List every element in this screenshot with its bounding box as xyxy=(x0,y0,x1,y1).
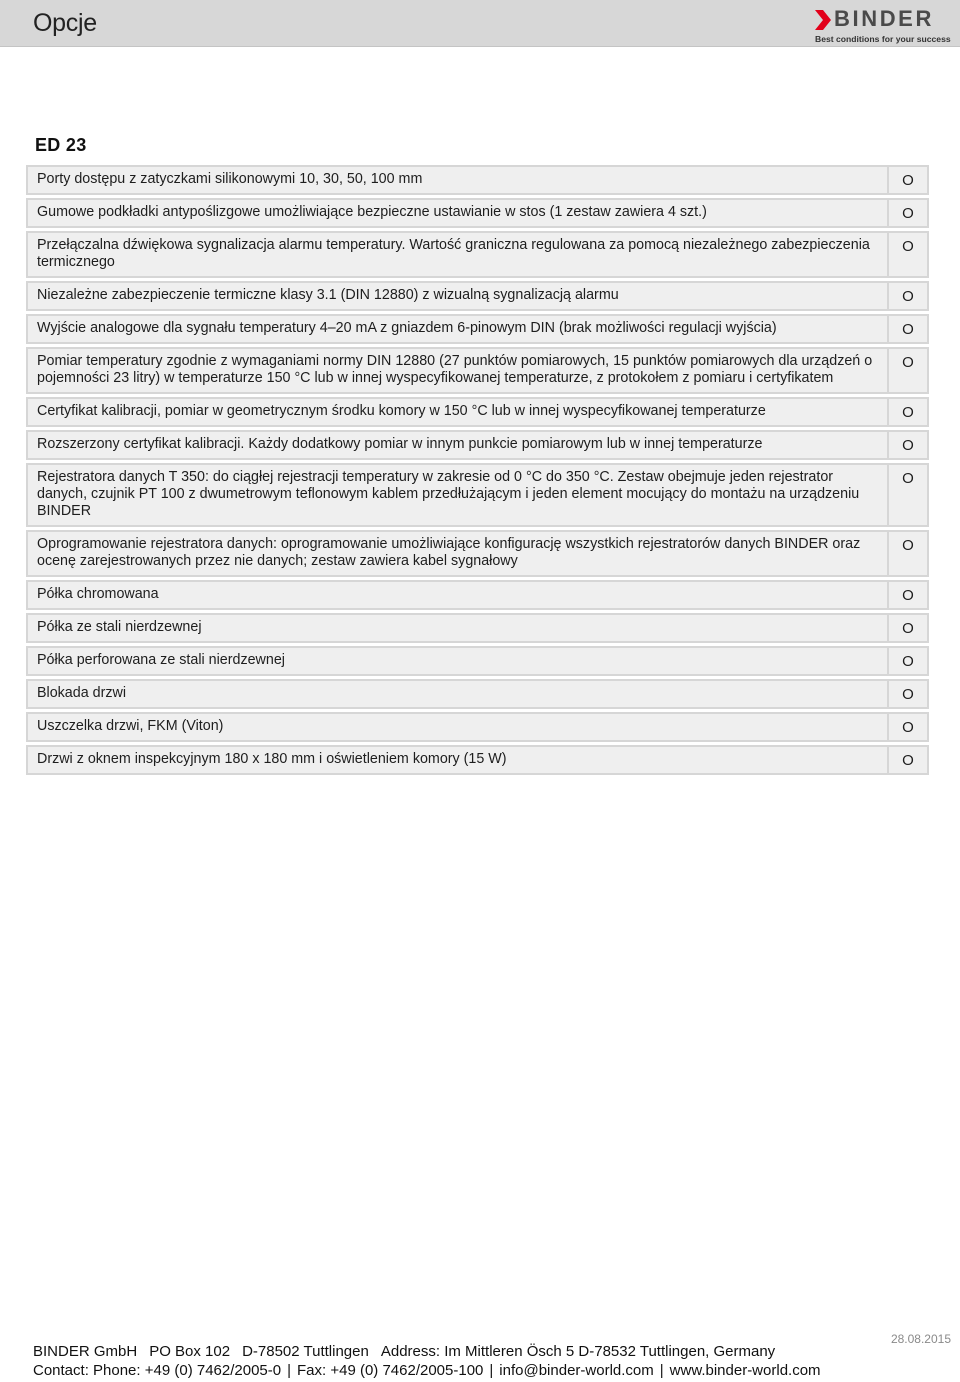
option-row xyxy=(26,314,929,344)
option-availability-mark: O xyxy=(887,580,929,610)
option-label: Uszczelka drzwi, FKM (Viton) xyxy=(26,712,887,742)
option-label: Gumowe podkładki antypoślizgowe umożliwiające bezpieczne ustawianie w stos (1 zestaw zawiera 4 szt.) xyxy=(26,198,887,228)
option-availability-mark: O xyxy=(887,745,929,775)
option-label: Oprogramowanie rejestratora danych: oprogramowanie umożliwiające konfigurację wszystkich rejestratorów danych BINDER oraz ocenę zarejestrowanych przez nie danych; zestaw zawiera kabel sygnałowy xyxy=(26,530,887,577)
option-availability-mark: O xyxy=(887,430,929,460)
option-row xyxy=(26,165,929,195)
option-availability-mark: O xyxy=(887,397,929,427)
option-availability-mark: O xyxy=(887,165,929,195)
option-availability-mark: O xyxy=(887,314,929,344)
logo-tagline: Best conditions for your success xyxy=(815,34,951,44)
option-label: Półka perforowana ze stali nierdzewnej xyxy=(26,646,887,676)
footer-website-link[interactable]: www.binder-world.com xyxy=(669,1362,821,1379)
option-row xyxy=(26,198,929,228)
options-table xyxy=(26,162,929,778)
footer-phone: Contact: Phone: +49 (0) 7462/2005-0 xyxy=(33,1362,282,1379)
option-availability-mark: O xyxy=(887,646,929,676)
option-row xyxy=(26,679,929,709)
option-row xyxy=(26,281,929,311)
option-availability-mark: O xyxy=(887,231,929,278)
option-row xyxy=(26,430,929,460)
option-row xyxy=(26,397,929,427)
option-availability-mark: O xyxy=(887,281,929,311)
footer-company: BINDER GmbH xyxy=(33,1343,138,1360)
options-list xyxy=(26,165,929,775)
page-header xyxy=(0,0,960,47)
option-availability-mark: O xyxy=(887,347,929,394)
option-label: Półka chromowana xyxy=(26,580,887,610)
option-label: Przełączalna dźwiękowa sygnalizacja alarmu temperatury. Wartość graniczna regulowana za pomocą niezależnego zabezpieczenia termicznego xyxy=(26,231,887,278)
footer-po-box: PO Box 102 xyxy=(149,1343,231,1360)
binder-logo xyxy=(812,6,952,44)
option-row xyxy=(26,347,929,394)
option-row xyxy=(26,530,929,577)
page-title: Opcje xyxy=(33,9,97,37)
logo-name: BINDER xyxy=(834,6,934,31)
option-label: Porty dostępu z zatyczkami silikonowymi 10, 30, 50, 100 mm xyxy=(26,165,887,195)
option-label: Certyfikat kalibracji, pomiar w geometrycznym środku komory w 150 °C lub w innej wyspecyfikowanej temperaturze xyxy=(26,397,887,427)
footer-po-city: D-78502 Tuttlingen xyxy=(242,1343,369,1360)
footer-email-link[interactable]: info@binder-world.com xyxy=(499,1362,654,1379)
option-row xyxy=(26,231,929,278)
option-availability-mark: O xyxy=(887,679,929,709)
option-label: Niezależne zabezpieczenie termiczne klasy 3.1 (DIN 12880) z wizualną sygnalizacją alarmu xyxy=(26,281,887,311)
option-label: Blokada drzwi xyxy=(26,679,887,709)
option-label: Rejestratora danych T 350: do ciągłej rejestracji temperatury w zakresie od 0 °C do 350 °C. Zestaw obejmuje jeden rejestrator danych, czujnik PT 100 z dwumetrowym teflonowym kablem przedłużającym i jeden element mocujący do montażu na urządzeniu BINDER xyxy=(26,463,887,527)
option-availability-mark: O xyxy=(887,613,929,643)
section-title: ED 23 xyxy=(35,135,87,155)
option-availability-mark: O xyxy=(887,530,929,577)
option-label: Wyjście analogowe dla sygnału temperatury 4–20 mA z gniazdem 6-pinowym DIN (brak możliwości regulacji wyjścia) xyxy=(26,314,887,344)
footer-contact-line: Contact: Phone: +49 (0) 7462/2005-0 | Fax: +49 (0) 7462/2005-100 | info@binder-world.com | www.binder-world.com xyxy=(33,1362,821,1379)
option-availability-mark: O xyxy=(887,712,929,742)
option-label: Pomiar temperatury zgodnie z wymaganiami normy DIN 12880 (27 punktów pomiarowych, 15 punktów pomiarowych dla urządzeń o pojemności 23 litry) w temperaturze 150 °C lub w innej wyspecyfikowanej temperaturze, z protokołem z pomiaru i certyfikatem xyxy=(26,347,887,394)
option-row xyxy=(26,646,929,676)
binder-arrow-icon xyxy=(815,10,831,30)
footer-address: Address: Im Mittleren Ösch 5 D-78532 Tuttlingen, Germany xyxy=(380,1343,776,1360)
option-row xyxy=(26,745,929,775)
option-row xyxy=(26,463,929,527)
option-label: Drzwi z oknem inspekcyjnym 180 x 180 mm i oświetleniem komory (15 W) xyxy=(26,745,887,775)
option-label: Rozszerzony certyfikat kalibracji. Każdy dodatkowy pomiar w innym punkcie pomiarowym lub w innej temperaturze xyxy=(26,430,887,460)
option-row xyxy=(26,613,929,643)
option-row xyxy=(26,580,929,610)
option-availability-mark: O xyxy=(887,463,929,527)
footer-address-line xyxy=(33,1343,775,1360)
option-availability-mark: O xyxy=(887,198,929,228)
footer-date: 28.08.2015 xyxy=(890,1332,951,1346)
option-row xyxy=(26,712,929,742)
option-label: Półka ze stali nierdzewnej xyxy=(26,613,887,643)
footer-fax: Fax: +49 (0) 7462/2005-100 xyxy=(297,1362,484,1379)
